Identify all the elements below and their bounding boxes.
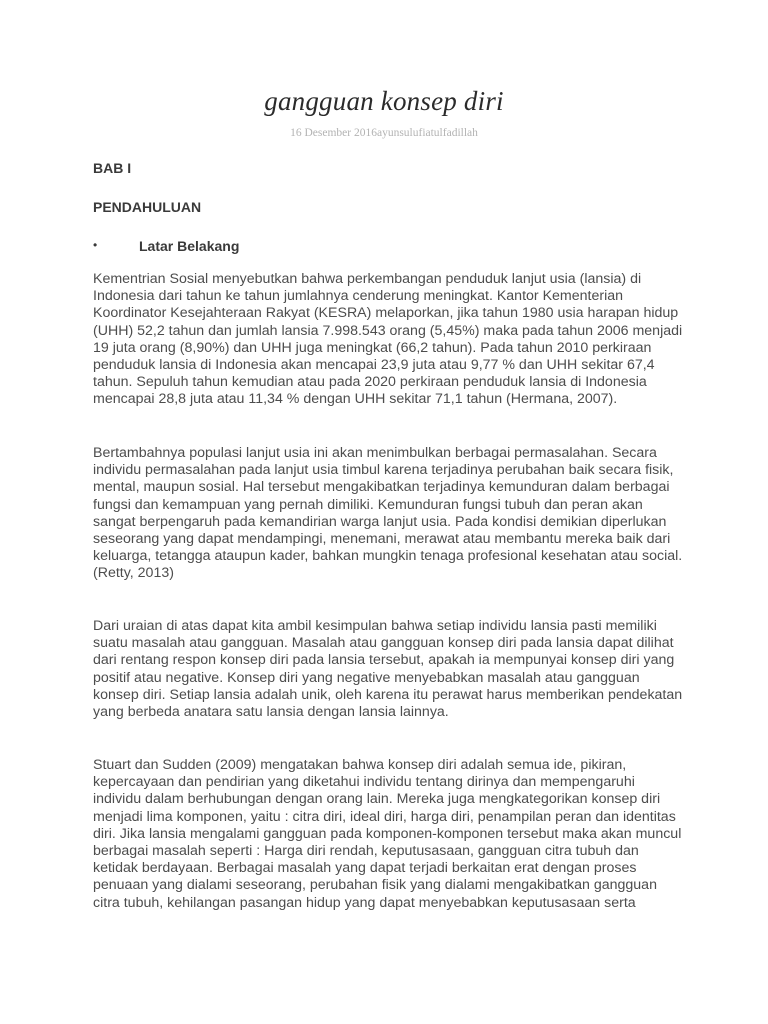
post-meta: 16 Desember 2016ayunsulufiatulfadillah xyxy=(290,127,478,139)
paragraph-1: Kementrian Sosial menyebutkan bahwa perkembangan penduduk lanjut usia (lansia) di Indonesia dari tahun ke tahun jumlahnya cenderung meningkat. Kantor Kementerian Koordinator Kesejahteraan Rakyat (KESRA) melaporkan, jika tahun 1980 usia harapan hidup (UHH) 52,2 tahun dan jumlah lansia 7.998.543 orang (5,45%) maka pada tahun 2006 menjadi 19 juta orang (8,90%) dan UHH juga meningkat (66,2 tahun). Pada tahun 2010 perkiraan penduduk lansia di Indonesia akan mencapai 23,9 juta atau 9,77 % dan UHH sekitar 67,4 tahun. Sepuluh tahun kemudian atau pada 2020 perkiraan penduduk lansia di Indonesia mencapai 28,8 juta atau 11,34 % dengan UHH sekitar 71,1 tahun (Hermana, 2007). xyxy=(93,271,683,408)
document-title: gangguan konsep diri xyxy=(264,86,504,116)
chapter-heading: BAB I xyxy=(93,160,132,176)
paragraph-4: Stuart dan Sudden (2009) mengatakan bahwa konsep diri adalah semua ide, pikiran, kepercayaan dan pendirian yang diketahui individu tentang dirinya dan mempengaruhi individu dalam berhubungan dengan orang lain. Mereka juga mengkategorikan konsep diri menjadi lima komponen, yaitu : citra diri, ideal diri, harga diri, penampilan peran dan identitas diri. Jika lansia mengalami gangguan pada komponen-komponen tersebut maka akan muncul berbagai masalah seperti : Harga diri rendah, keputusasaan, gangguan citra tubuh dan ketidak berdayaan. Berbagai masalah yang dapat terjadi berkaitan erat dengan proses penuaan yang dialami seseorang, perubahan fisik yang dialami mengakibatkan gangguan citra tubuh, kehilangan pasangan hidup yang dapat menyebabkan keputusasaan serta xyxy=(93,757,682,911)
paragraph-3: Dari uraian di atas dapat kita ambil kesimpulan bahwa setiap individu lansia pasti memiliki suatu masalah atau gangguan. Masalah atau gangguan konsep diri pada lansia dapat dilihat dari rentang respon konsep diri pada lansia tersebut, apakah ia mempunyai konsep diri yang positif atau negative. Konsep diri yang negative menyebabkan masalah atau gangguan konsep diri. Setiap lansia adalah unik, oleh karena itu perawat harus memberikan pendekatan yang berbeda anatara satu lansia dengan lansia lainnya. xyxy=(93,618,683,721)
section-heading: PENDAHULUAN xyxy=(93,199,202,215)
paragraph-2: Bertambahnya populasi lanjut usia ini akan menimbulkan berbagai permasalahan. Secara individu permasalahan pada lanjut usia timbul karena terjadinya perubahan baik secara fisik, mental, maupun sosial. Hal tersebut mengakibatkan terjadinya kemunduran dalam berbagai fungsi dan kemampuan yang pernah dimiliki. Kemunduran fungsi tubuh dan peran akan sangat berpengaruh pada kemandirian warga lanjut usia. Pada kondisi demikian diperlukan seseorang yang dapat mendampingi, menemani, merawat atau membantu mereka baik dari keluarga, tetangga ataupun kader, bahkan mungkin tenaga profesional kesehatan atau social. (Retty, 2013) xyxy=(93,445,683,582)
bullet-icon: • xyxy=(93,238,98,252)
subsection-heading: Latar Belakang xyxy=(139,238,240,254)
